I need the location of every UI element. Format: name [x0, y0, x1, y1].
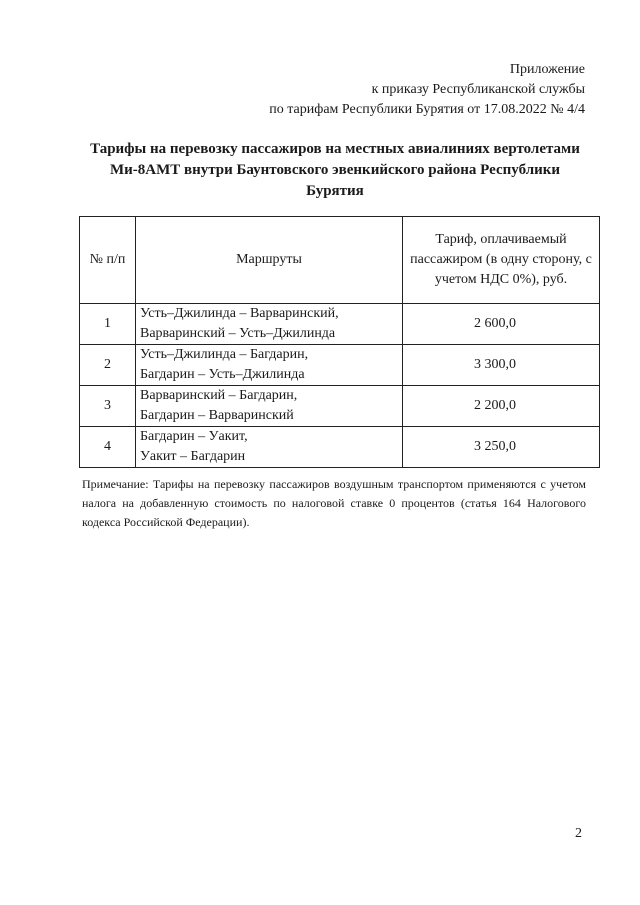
table-row [80, 304, 600, 345]
footnote: Примечание: Тарифы на перевозку пассажиров воздушным транспортом применяются с учетом налога на добавленную стоимость по налоговой ставке 0 процентов (статья 164 Налогового кодекса Российской Федерации). [82, 477, 586, 529]
row-route [136, 427, 403, 468]
header-tariff: Тариф, оплачиваемый пассажиром (в одну сторону, с учетом НДС 0%), руб. [403, 217, 600, 304]
route-outbound: Багдарин – Уакит, [140, 429, 248, 444]
appendix-order-date: по тарифам Республики Бурятия от 17.08.2022 № 4/4 [269, 102, 585, 117]
page-number: 2 [575, 826, 582, 841]
route-outbound: Усть–Джилинда – Варваринский, [140, 306, 339, 321]
route-return: Уакит – Багдарин [140, 449, 246, 464]
route-outbound: Усть–Джилинда – Багдарин, [140, 347, 309, 362]
row-route [136, 304, 403, 345]
header-num: № п/п [80, 217, 136, 304]
row-tariff: 3 300,0 [403, 345, 600, 386]
route-return: Багдарин – Усть–Джилинда [140, 367, 305, 382]
row-tariff: 3 250,0 [403, 427, 600, 468]
route-return: Багдарин – Варваринский [140, 408, 294, 423]
row-num: 4 [80, 427, 136, 468]
table-row [80, 427, 600, 468]
table-row [80, 345, 600, 386]
row-route [136, 345, 403, 386]
route-outbound: Варваринский – Багдарин, [140, 388, 298, 403]
table-row [80, 386, 600, 427]
appendix-label: Приложение [509, 62, 585, 77]
document-title: Тарифы на перевозку пассажиров на местных авиалиниях вертолетами Ми-8АМТ внутри Баунтовского эвенкийского района Республики Бурятия [90, 141, 580, 199]
table-header-row [80, 217, 600, 304]
row-tariff: 2 600,0 [403, 304, 600, 345]
tariffs-table [79, 216, 600, 468]
row-num: 1 [80, 304, 136, 345]
header-routes: Маршруты [136, 217, 403, 304]
appendix-order-ref: к приказу Республиканской службы [371, 82, 585, 97]
route-return: Варваринский – Усть–Джилинда [140, 326, 336, 341]
row-tariff: 2 200,0 [403, 386, 600, 427]
row-num: 2 [80, 345, 136, 386]
row-route [136, 386, 403, 427]
row-num: 3 [80, 386, 136, 427]
appendix-header [269, 60, 585, 120]
